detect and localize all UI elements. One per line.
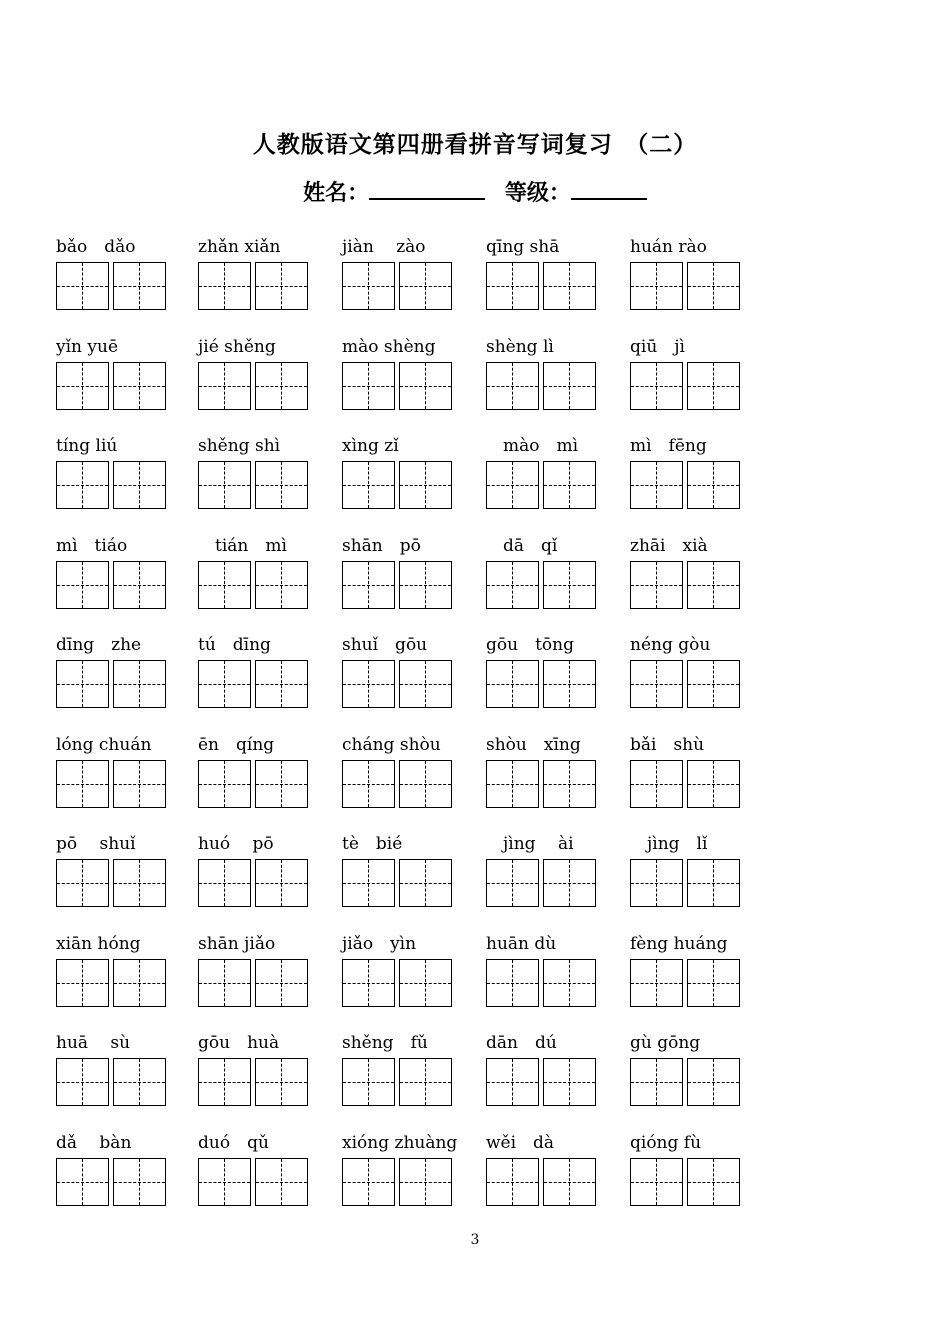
writing-boxes: [486, 362, 598, 410]
pinyin-label: lóng chuán: [56, 734, 152, 755]
word-item: [342, 929, 454, 1007]
pinyin-label: qiū jì: [630, 336, 685, 357]
tianzige-box[interactable]: [687, 362, 740, 410]
tianzige-box[interactable]: [486, 660, 539, 708]
tianzige-box[interactable]: [113, 760, 166, 808]
writing-boxes: [486, 461, 598, 509]
tianzige-box[interactable]: [543, 959, 596, 1007]
writing-boxes: [486, 959, 598, 1007]
writing-boxes: [198, 362, 310, 410]
pinyin-label: xióng zhuàng: [342, 1132, 458, 1153]
pinyin-label: wěi dà: [486, 1132, 555, 1153]
writing-boxes: [630, 859, 742, 907]
word-item: [486, 1128, 598, 1206]
tianzige-box[interactable]: [687, 660, 740, 708]
word-item: [56, 630, 168, 708]
tianzige-box[interactable]: [342, 262, 395, 310]
tianzige-box[interactable]: [630, 262, 683, 310]
tianzige-box[interactable]: [486, 1058, 539, 1106]
pinyin-label: dā qǐ: [486, 535, 558, 556]
tianzige-box[interactable]: [630, 859, 683, 907]
tianzige-box[interactable]: [198, 262, 251, 310]
tianzige-box[interactable]: [630, 1158, 683, 1206]
writing-boxes: [486, 760, 598, 808]
word-item: [342, 431, 454, 509]
tianzige-box[interactable]: [255, 760, 308, 808]
tianzige-box[interactable]: [543, 262, 596, 310]
writing-boxes: [630, 1158, 742, 1206]
writing-boxes: [198, 1158, 310, 1206]
grade-label: 等级：: [504, 180, 571, 206]
word-row: [56, 232, 756, 332]
writing-boxes: [342, 760, 454, 808]
pinyin-label: jiàn zào: [342, 237, 426, 257]
word-item: [198, 232, 310, 310]
tianzige-box[interactable]: [399, 660, 452, 708]
word-item: [630, 332, 742, 410]
grade-blank[interactable]: [571, 178, 647, 200]
pinyin-label: xiān hóng: [56, 933, 141, 954]
tianzige-box[interactable]: [630, 461, 683, 509]
pinyin-label: huān dù: [486, 933, 557, 954]
writing-boxes: [56, 1058, 168, 1106]
pinyin-label: shān pō: [342, 535, 421, 556]
tianzige-box[interactable]: [56, 959, 109, 1007]
pinyin-label: mào mì: [486, 436, 579, 456]
tianzige-box[interactable]: [399, 1058, 452, 1106]
word-item: [342, 232, 454, 310]
tianzige-box[interactable]: [56, 362, 109, 410]
pinyin-label: shěng fǔ: [342, 1033, 428, 1053]
tianzige-box[interactable]: [113, 561, 166, 609]
writing-boxes: [342, 1058, 454, 1106]
word-item: [342, 1128, 458, 1206]
word-item: [56, 730, 168, 808]
writing-boxes: [630, 959, 742, 1007]
pinyin-label: qīng shā: [486, 237, 560, 257]
writing-boxes: [56, 461, 168, 509]
tianzige-box[interactable]: [486, 461, 539, 509]
tianzige-box[interactable]: [687, 461, 740, 509]
pinyin-label: gōu huà: [198, 1033, 280, 1053]
tianzige-box[interactable]: [198, 660, 251, 708]
word-item: [198, 531, 310, 609]
word-item: [486, 332, 598, 410]
tianzige-box[interactable]: [255, 1058, 308, 1106]
tianzige-box[interactable]: [543, 760, 596, 808]
pinyin-label: shèng lì: [486, 336, 554, 357]
tianzige-box[interactable]: [198, 760, 251, 808]
pinyin-label: huó pō: [198, 834, 274, 854]
tianzige-box[interactable]: [399, 262, 452, 310]
pinyin-label: jìng lǐ: [630, 834, 708, 854]
writing-boxes: [486, 859, 598, 907]
writing-boxes: [198, 859, 310, 907]
tianzige-box[interactable]: [399, 561, 452, 609]
tianzige-box[interactable]: [56, 1158, 109, 1206]
writing-boxes: [342, 859, 454, 907]
word-item: [198, 1128, 310, 1206]
tianzige-box[interactable]: [399, 959, 452, 1007]
pinyin-label: néng gòu: [630, 635, 711, 655]
tianzige-box[interactable]: [342, 760, 395, 808]
word-item: [198, 630, 310, 708]
word-row: [56, 730, 756, 830]
tianzige-box[interactable]: [486, 561, 539, 609]
tianzige-box[interactable]: [255, 959, 308, 1007]
word-item: [342, 531, 454, 609]
word-item: [198, 929, 310, 1007]
tianzige-box[interactable]: [630, 760, 683, 808]
word-item: [486, 630, 598, 708]
tianzige-box[interactable]: [198, 1158, 251, 1206]
word-item: [56, 332, 168, 410]
writing-boxes: [56, 959, 168, 1007]
pinyin-label: duó qǔ: [198, 1132, 269, 1153]
writing-boxes: [630, 362, 742, 410]
tianzige-box[interactable]: [342, 362, 395, 410]
tianzige-box[interactable]: [342, 859, 395, 907]
pinyin-label: tíng liú: [56, 436, 118, 456]
pinyin-label: yǐn yuē: [56, 336, 119, 357]
tianzige-box[interactable]: [486, 362, 539, 410]
writing-boxes: [342, 660, 454, 708]
writing-boxes: [486, 1158, 598, 1206]
writing-boxes: [486, 262, 598, 310]
writing-boxes: [342, 959, 454, 1007]
word-item: [56, 829, 168, 907]
word-row: [56, 531, 756, 631]
name-grade-row: [0, 176, 950, 207]
writing-boxes: [486, 561, 598, 609]
tianzige-box[interactable]: [687, 760, 740, 808]
tianzige-box[interactable]: [687, 561, 740, 609]
writing-boxes: [198, 760, 310, 808]
writing-boxes: [342, 461, 454, 509]
word-item: [198, 1028, 310, 1106]
writing-boxes: [198, 561, 310, 609]
writing-boxes: [630, 461, 742, 509]
pinyin-label: huán rào: [630, 237, 707, 257]
word-item: [342, 630, 454, 708]
tianzige-box[interactable]: [255, 262, 308, 310]
word-item: [342, 332, 454, 410]
writing-boxes: [198, 461, 310, 509]
tianzige-box[interactable]: [255, 859, 308, 907]
tianzige-box[interactable]: [113, 1158, 166, 1206]
word-item: [56, 1128, 168, 1206]
pinyin-label: dān dú: [486, 1033, 557, 1053]
pinyin-label: mào shèng: [342, 336, 436, 357]
tianzige-box[interactable]: [687, 859, 740, 907]
word-item: [198, 332, 310, 410]
writing-boxes: [486, 660, 598, 708]
tianzige-box[interactable]: [399, 1158, 452, 1206]
word-item: [486, 829, 598, 907]
tianzige-box[interactable]: [687, 959, 740, 1007]
word-item: [630, 431, 742, 509]
pinyin-label: shěng shì: [198, 436, 281, 456]
word-row: [56, 1128, 756, 1228]
tianzige-box[interactable]: [56, 760, 109, 808]
writing-boxes: [630, 1058, 742, 1106]
tianzige-box[interactable]: [113, 262, 166, 310]
writing-boxes: [198, 1058, 310, 1106]
tianzige-box[interactable]: [255, 362, 308, 410]
tianzige-box[interactable]: [198, 561, 251, 609]
word-row: [56, 630, 756, 730]
word-item: [630, 1028, 742, 1106]
writing-boxes: [630, 561, 742, 609]
tianzige-box[interactable]: [56, 461, 109, 509]
tianzige-box[interactable]: [342, 1058, 395, 1106]
tianzige-box[interactable]: [543, 561, 596, 609]
pinyin-label: gōu tōng: [486, 635, 574, 655]
word-item: [486, 232, 598, 310]
writing-boxes: [342, 262, 454, 310]
word-item: [630, 829, 742, 907]
pinyin-label: shuǐ gōu: [342, 635, 428, 655]
pinyin-label: mì tiáo: [56, 535, 128, 556]
pinyin-label: zhǎn xiǎn: [198, 237, 281, 257]
tianzige-box[interactable]: [630, 561, 683, 609]
tianzige-box[interactable]: [486, 959, 539, 1007]
tianzige-box[interactable]: [543, 461, 596, 509]
tianzige-box[interactable]: [342, 561, 395, 609]
word-row: [56, 829, 756, 929]
pinyin-label: tú dīng: [198, 635, 271, 655]
pinyin-label: mì fēng: [630, 436, 707, 456]
tianzige-box[interactable]: [687, 262, 740, 310]
word-item: [56, 431, 168, 509]
tianzige-box[interactable]: [342, 660, 395, 708]
tianzige-box[interactable]: [486, 262, 539, 310]
pinyin-label: xìng zǐ: [342, 436, 399, 456]
pinyin-label: gù gōng: [630, 1033, 701, 1053]
pinyin-label: tè bié: [342, 834, 403, 854]
tianzige-box[interactable]: [342, 1158, 395, 1206]
tianzige-box[interactable]: [198, 1058, 251, 1106]
name-label: 姓名：: [303, 180, 370, 206]
tianzige-box[interactable]: [198, 859, 251, 907]
pinyin-label: shòu xīng: [486, 734, 581, 755]
tianzige-box[interactable]: [630, 362, 683, 410]
tianzige-box[interactable]: [255, 660, 308, 708]
tianzige-box[interactable]: [543, 660, 596, 708]
word-item: [486, 431, 598, 509]
tianzige-box[interactable]: [198, 461, 251, 509]
tianzige-box[interactable]: [399, 362, 452, 410]
tianzige-box[interactable]: [543, 859, 596, 907]
word-item: [342, 1028, 454, 1106]
word-item: [486, 1028, 598, 1106]
word-item: [342, 829, 454, 907]
word-item: [630, 730, 742, 808]
pinyin-label: ēn qíng: [198, 734, 275, 755]
worksheet-title: 人教版语文第四册看拼音写词复习 （二）: [252, 131, 698, 158]
tianzige-box[interactable]: [113, 660, 166, 708]
page-number: 3: [470, 1232, 480, 1248]
tianzige-box[interactable]: [399, 859, 452, 907]
word-item: [486, 531, 598, 609]
tianzige-box[interactable]: [198, 959, 251, 1007]
pinyin-label: cháng shòu: [342, 734, 441, 755]
tianzige-box[interactable]: [687, 1058, 740, 1106]
pinyin-label: jìng ài: [486, 834, 574, 854]
pinyin-label: huā sù: [56, 1033, 131, 1053]
tianzige-box[interactable]: [198, 362, 251, 410]
writing-boxes: [198, 660, 310, 708]
word-item: [56, 531, 168, 609]
tianzige-box[interactable]: [255, 461, 308, 509]
tianzige-box[interactable]: [399, 760, 452, 808]
word-item: [486, 929, 598, 1007]
word-item: [486, 730, 598, 808]
tianzige-box[interactable]: [342, 959, 395, 1007]
writing-boxes: [486, 1058, 598, 1106]
tianzige-box[interactable]: [56, 1058, 109, 1106]
writing-boxes: [56, 859, 168, 907]
tianzige-box[interactable]: [630, 959, 683, 1007]
tianzige-box[interactable]: [113, 959, 166, 1007]
tianzige-box[interactable]: [630, 660, 683, 708]
word-item: [198, 730, 310, 808]
word-item: [198, 431, 310, 509]
word-row: [56, 332, 756, 432]
tianzige-box[interactable]: [486, 760, 539, 808]
word-item: [630, 1128, 742, 1206]
writing-boxes: [56, 1158, 168, 1206]
pinyin-label: dǎ bàn: [56, 1132, 132, 1153]
tianzige-box[interactable]: [255, 561, 308, 609]
writing-boxes: [56, 362, 168, 410]
tianzige-box[interactable]: [543, 1158, 596, 1206]
writing-boxes: [56, 561, 168, 609]
name-blank[interactable]: [369, 178, 485, 200]
tianzige-box[interactable]: [486, 859, 539, 907]
word-item: [56, 929, 168, 1007]
tianzige-box[interactable]: [630, 1058, 683, 1106]
tianzige-box[interactable]: [113, 859, 166, 907]
writing-boxes: [342, 362, 454, 410]
pinyin-label: jiǎo yìn: [342, 933, 417, 954]
word-item: [630, 531, 742, 609]
word-item: [630, 630, 742, 708]
tianzige-box[interactable]: [255, 1158, 308, 1206]
pinyin-label: jié shěng: [198, 336, 276, 357]
word-item: [198, 829, 310, 907]
tianzige-box[interactable]: [399, 461, 452, 509]
word-row: [56, 1028, 756, 1128]
writing-boxes: [56, 262, 168, 310]
writing-boxes: [198, 262, 310, 310]
word-item: [630, 929, 742, 1007]
tianzige-box[interactable]: [56, 561, 109, 609]
tianzige-box[interactable]: [56, 859, 109, 907]
word-item: [630, 232, 742, 310]
pinyin-label: zhāi xià: [630, 535, 708, 556]
pinyin-label: fèng huáng: [630, 933, 728, 954]
writing-boxes: [630, 262, 742, 310]
tianzige-box[interactable]: [113, 461, 166, 509]
writing-boxes: [56, 660, 168, 708]
word-item: [342, 730, 454, 808]
pinyin-label: bǎo dǎo: [56, 237, 136, 257]
pinyin-label: tián mì: [198, 535, 287, 556]
tianzige-box[interactable]: [56, 660, 109, 708]
tianzige-box[interactable]: [486, 1158, 539, 1206]
tianzige-box[interactable]: [113, 362, 166, 410]
writing-boxes: [630, 660, 742, 708]
writing-boxes: [56, 760, 168, 808]
pinyin-grid: [56, 232, 756, 1227]
word-row: [56, 431, 756, 531]
pinyin-label: bǎi shù: [630, 734, 705, 755]
writing-boxes: [198, 959, 310, 1007]
word-item: [56, 1028, 168, 1106]
pinyin-label: pō shuǐ: [56, 834, 136, 854]
word-row: [56, 929, 756, 1029]
pinyin-label: shān jiǎo: [198, 933, 276, 954]
tianzige-box[interactable]: [113, 1058, 166, 1106]
word-item: [56, 232, 168, 310]
pinyin-label: qióng fù: [630, 1132, 702, 1153]
writing-boxes: [342, 561, 454, 609]
writing-boxes: [342, 1158, 454, 1206]
tianzige-box[interactable]: [543, 1058, 596, 1106]
tianzige-box[interactable]: [342, 461, 395, 509]
tianzige-box[interactable]: [543, 362, 596, 410]
tianzige-box[interactable]: [687, 1158, 740, 1206]
tianzige-box[interactable]: [56, 262, 109, 310]
writing-boxes: [630, 760, 742, 808]
pinyin-label: dīng zhe: [56, 635, 142, 655]
